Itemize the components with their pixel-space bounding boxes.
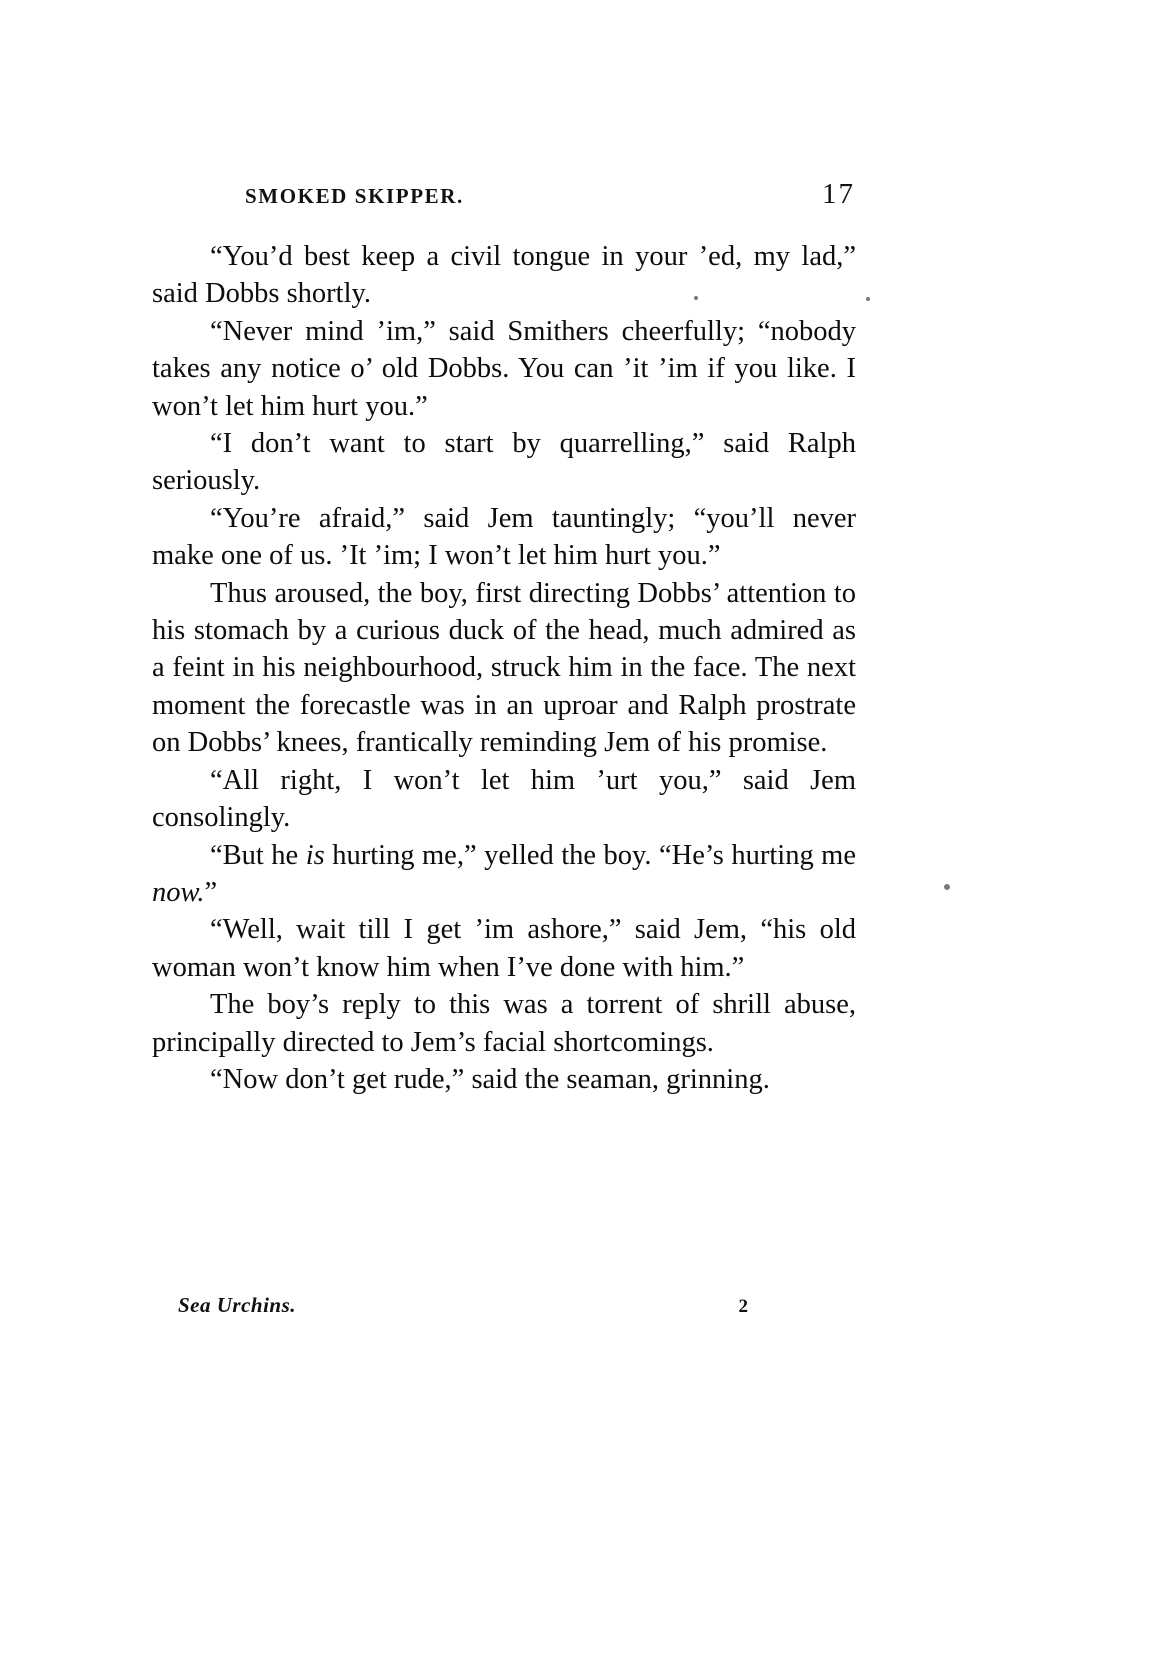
paragraph-with-italics: [152, 837, 856, 912]
signature-mark: Sea Urchins.: [178, 1293, 297, 1317]
paragraph: “Never mind ’im,” said Smithers cheerfully; “nobody takes any notice o’ old Dobbs. You can ’it ’im if you like. I won’t let him hurt you.”: [152, 315, 856, 422]
paragraph: “You’d best keep a civil tongue in your ’ed, my lad,” said Dobbs shortly.: [152, 241, 856, 310]
paragraph: Thus aroused, the boy, first directing Dobbs’ attention to his stomach by a curious duck of the head, much admired as a feint in his neighbourhood, struck him in the face. The next moment the forecastle was in an uproar and Ralph prostrate on Dobbs’ knees, frantically reminding Jem of his promise.: [152, 577, 856, 759]
text-fragment: ”: [204, 876, 218, 908]
paragraph: “Now don’t get rude,” said the seaman, grinning.: [210, 1063, 770, 1095]
paper-speck-icon: [866, 297, 870, 301]
sheet-number: 2: [738, 1296, 748, 1317]
paragraph: “All right, I won’t let him ’urt you,” said Jem consolingly.: [152, 764, 856, 834]
body-text: [152, 238, 856, 1098]
italic-word: is: [305, 839, 325, 871]
paper-speck-icon: [944, 884, 950, 890]
text-fragment: hurting me,” yelled the boy. “He’s hurting me: [324, 839, 857, 871]
running-head: SMOKED SKIPPER.: [245, 184, 464, 208]
italic-word: now.: [152, 876, 205, 908]
paragraph: “You’re afraid,” said Jem tauntingly; “you’ll never make one of us. ’It ’im; I won’t let him hurt you.”: [152, 502, 856, 572]
paragraph: “I don’t want to start by quarrelling,” said Ralph seriously.: [152, 428, 856, 497]
paragraph: The boy’s reply to this was a torrent of shrill abuse, principally directed to Jem’s facial shortcomings.: [152, 989, 856, 1058]
page-number: 17: [822, 178, 855, 210]
page-footer: [178, 1293, 748, 1318]
text-fragment: “But he: [210, 839, 306, 871]
paragraph: “Well, wait till I get ’im ashore,” said Jem, “his old woman won’t know him when I’ve done with him.”: [152, 914, 856, 983]
paper-speck-icon: [694, 296, 698, 300]
page-header: [155, 178, 855, 211]
